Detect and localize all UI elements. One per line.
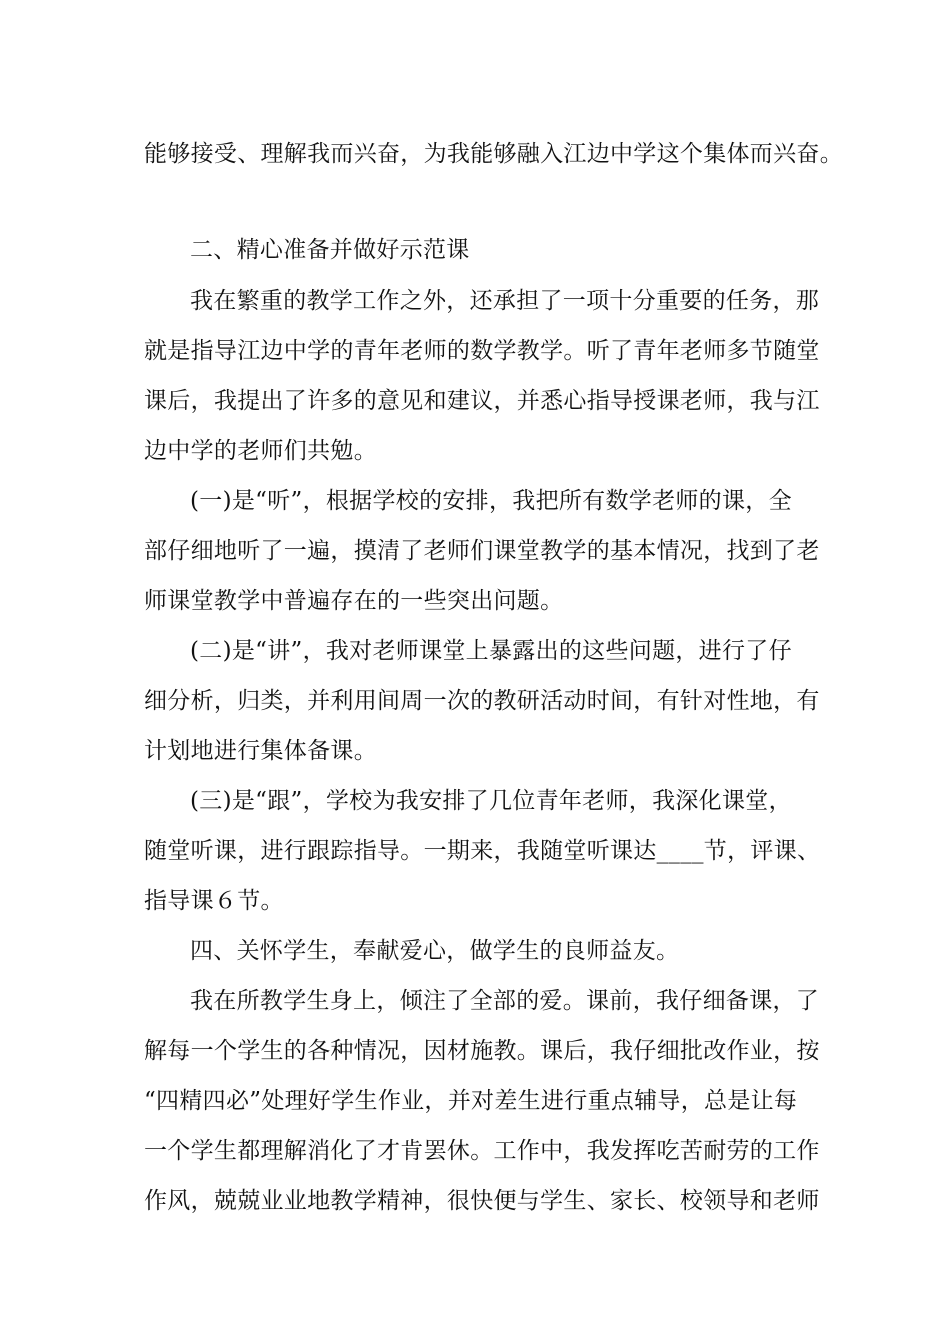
text-line: 指导课６节。 — [144, 888, 284, 914]
text-line: “四精四必”处理好学生作业，并对差生进行重点辅导，总是让每 — [144, 1088, 798, 1114]
text-line: (一)是“听”，根据学校的安排，我把所有数学老师的课，全 — [190, 488, 792, 514]
text-line: 部仔细地听了一遍，摸清了老师们课堂教学的基本情况，找到了老 — [144, 538, 820, 564]
text-line: 计划地进行集体备课。 — [144, 738, 377, 764]
text-line: 就是指导江边中学的青年老师的数学教学。听了青年老师多节随堂 — [144, 338, 820, 364]
text-line: 课后，我提出了许多的意见和建议，并悉心指导授课老师，我与江 — [144, 388, 820, 414]
text-line: 一个学生都理解消化了才肯罢休。工作中，我发挥吃苦耐劳的工作 — [144, 1138, 820, 1164]
text-line: 能够接受、理解我而兴奋，为我能够融入江边中学这个集体而兴奋。 — [144, 141, 843, 167]
text-line: (二)是“讲”，我对老师课堂上暴露出的这些问题，进行了仔 — [190, 638, 792, 664]
section-heading: 二、精心准备并做好示范课 — [190, 237, 470, 263]
text-line: 师课堂教学中普遍存在的一些突出问题。 — [144, 588, 564, 614]
text-line: 解每一个学生的各种情况，因材施教。课后，我仔细批改作业，按 — [144, 1038, 820, 1064]
text-line: 细分析，归类，并利用间周一次的教研活动时间，有针对性地，有 — [144, 688, 820, 714]
text-line: 我在繁重的教学工作之外，还承担了一项十分重要的任务，那 — [190, 288, 820, 314]
text-line: 我在所教学生身上，倾注了全部的爱。课前，我仔细备课，了 — [190, 988, 820, 1014]
section-heading: 四、关怀学生，奉献爱心，做学生的良师益友。 — [190, 938, 680, 964]
text-line: (三)是“跟”，学校为我安排了几位青年老师，我深化课堂， — [190, 788, 792, 814]
text-line: 随堂听课，进行跟踪指导。一期来，我随堂听课达____节，评课、 — [144, 838, 821, 864]
text-line: 作风，兢兢业业地教学精神，很快便与学生、家长、校领导和老师 — [144, 1188, 820, 1214]
text-line: 边中学的老师们共勉。 — [144, 438, 377, 464]
